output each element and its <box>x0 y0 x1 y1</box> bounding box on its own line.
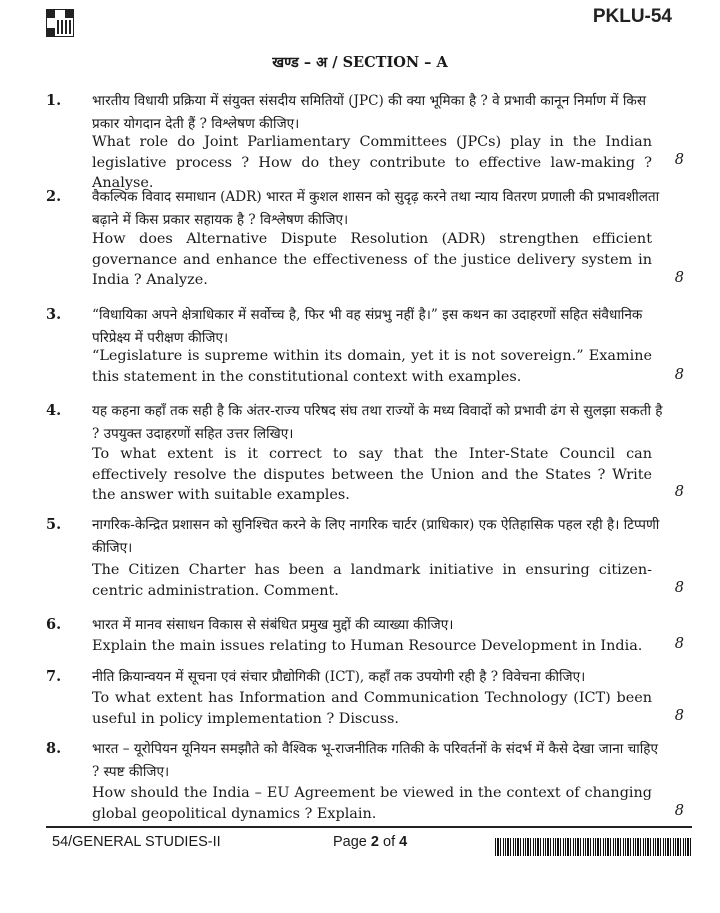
question-number: 1. <box>46 92 62 109</box>
question-hindi: भारत – यूरोपियन यूनियन समझौते को वैश्विक भू-राजनीतिक गतिकी के परिवर्तनों के संदर्भ में कैसे देखा जाना चाहिए ? स्पष्ट कीजिए। <box>92 741 659 780</box>
question-hindi: नागरिक-केन्द्रित प्रशासन को सुनिश्चित करने के लिए नागरिक चार्टर (प्राधिकार) एक ऐतिहासिक पहल रही है। टिप्पणी कीजिए। <box>92 517 660 556</box>
question-number: 4. <box>46 402 62 419</box>
question-marks: 8 <box>674 803 684 819</box>
question-number: 3. <box>46 306 62 323</box>
question-marks: 8 <box>674 152 684 168</box>
paper-title: 54/GENERAL STUDIES-II <box>52 834 221 850</box>
question-number: 7. <box>46 668 62 685</box>
question-english: “Legislature is supreme within its domain, yet it is not sovereign.” Examine this statement in the constitutional context with examples. <box>92 348 652 385</box>
barcode <box>495 838 691 856</box>
page-middle: of <box>378 834 400 850</box>
page-indicator <box>333 834 407 850</box>
question-number: 6. <box>46 616 62 633</box>
question-marks: 8 <box>674 270 684 286</box>
question-number: 8. <box>46 740 62 757</box>
question-hindi: भारत में मानव संसाधन विकास से संबंधित प्रमुख मुद्दों की व्याख्या कीजिए। <box>92 617 454 633</box>
page-prefix: Page <box>333 834 371 850</box>
question-english: To what extent has Information and Communication Technology (ICT) been useful in policy implementation ? Discuss. <box>92 690 652 727</box>
question-english: What role do Joint Parliamentary Committees (JPCs) play in the Indian legislative process ? How do they contribute to effective law-making ? Analyse. <box>92 134 652 191</box>
question-hindi: “विधायिका अपने क्षेत्राधिकार में सर्वोच्च है, फिर भी वह संप्रभु नहीं है।” इस कथन का उदाहरणों सहित संवैधानिक परिप्रेक्ष्य में परीक्षण कीजिए। <box>92 307 643 346</box>
question-marks: 8 <box>674 708 684 724</box>
question-number: 2. <box>46 188 62 205</box>
page-current: 2 <box>370 834 379 850</box>
qr-code <box>46 9 74 37</box>
question-hindi: भारतीय विधायी प्रक्रिया में संयुक्त संसदीय समितियों (JPC) की क्या भूमिका है ? वे प्रभावी कानून निर्माण में किस प्रकार योगदान देती हैं ? विश्लेषण कीजिए। <box>92 93 647 132</box>
footer-divider <box>46 826 692 828</box>
question-marks: 8 <box>674 580 684 596</box>
question-english: To what extent is it correct to say that the Inter-State Council can effectively resolve the disputes between the Union and the States ? Write the answer with suitable examples. <box>92 446 652 503</box>
question-english: The Citizen Charter has been a landmark initiative in ensuring citizen-centric administration. Comment. <box>92 562 652 599</box>
question-marks: 8 <box>674 636 684 652</box>
question-number: 5. <box>46 516 62 533</box>
question-marks: 8 <box>674 367 684 383</box>
section-title: खण्ड – अ / SECTION – A <box>272 54 448 71</box>
question-marks: 8 <box>674 484 684 500</box>
question-hindi: वैकल्पिक विवाद समाधान (ADR) भारत में कुशल शासन को सुदृढ़ करने तथा न्याय वितरण प्रणाली की प्रभावशीलता बढ़ाने में किस प्रकार सहायक है ? विश्लेषण कीजिए। <box>92 189 660 228</box>
question-hindi: यह कहना कहाँ तक सही है कि अंतर-राज्य परिषद संघ तथा राज्यों के मध्य विवादों को प्रभावी ढंग से सुलझा सकती है ? उपयुक्त उदाहरणों सहित उत्तर लिखिए। <box>92 403 663 442</box>
page-total: 4 <box>399 834 408 850</box>
paper-code: PKLU-54 <box>592 6 672 27</box>
question-english: Explain the main issues relating to Human Resource Development in India. <box>92 638 643 654</box>
question-english: How does Alternative Dispute Resolution (ADR) strengthen efficient governance and enhance the effectiveness of the justice delivery system in India ? Analyze. <box>92 231 652 288</box>
question-english: How should the India – EU Agreement be viewed in the context of changing global geopolitical dynamics ? Explain. <box>92 785 652 822</box>
question-hindi: नीति क्रियान्वयन में सूचना एवं संचार प्रौद्योगिकी (ICT), कहाँ तक उपयोगी रही है ? विवेचना कीजिए। <box>92 669 586 685</box>
